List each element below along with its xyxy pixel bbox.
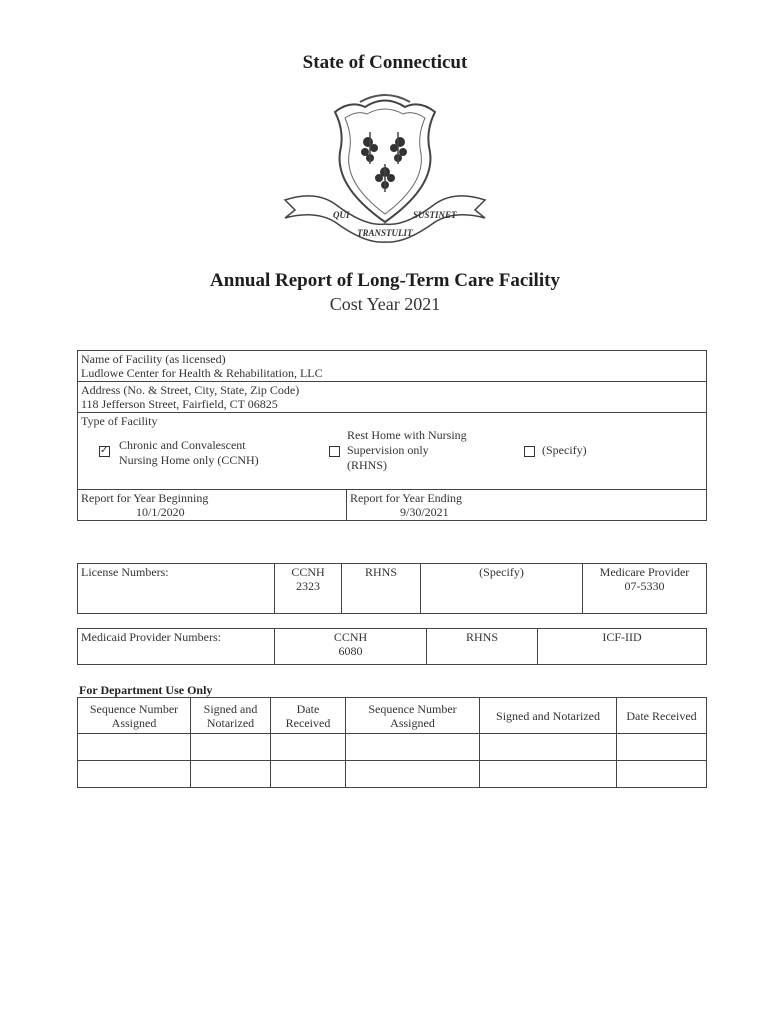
dept-header-signed-2: Signed and Notarized — [480, 698, 617, 734]
year-begin-cell — [78, 490, 347, 521]
year-end-label: Report for Year Ending — [350, 491, 462, 505]
state-title: State of Connecticut — [302, 52, 468, 73]
dept-header-date-2: Date Received — [617, 698, 707, 734]
medicaid-ccnh-label: CCNH — [333, 630, 368, 644]
medicaid-numbers-table — [77, 628, 707, 665]
year-end-cell — [347, 490, 707, 521]
medicaid-icf-label: ICF-IID — [538, 629, 707, 665]
facility-type-cell — [78, 413, 707, 490]
facility-info-table — [77, 350, 707, 521]
facility-address-value: 118 Jefferson Street, Fairfield, CT 06825 — [81, 397, 278, 411]
dept-cell[interactable] — [191, 734, 271, 761]
dept-cell[interactable] — [617, 761, 707, 788]
type-option-specify[interactable] — [524, 443, 587, 458]
dept-cell[interactable] — [78, 734, 191, 761]
dept-cell[interactable] — [271, 734, 346, 761]
dept-use-table — [77, 697, 707, 788]
ccnh-checkbox[interactable] — [99, 446, 110, 457]
facility-type-label: Type of Facility — [81, 414, 158, 428]
year-begin-label: Report for Year Beginning — [81, 491, 209, 505]
cost-year: Cost Year 2021 — [329, 294, 441, 314]
dept-cell[interactable] — [78, 761, 191, 788]
license-ccnh-value: 2323 — [296, 579, 320, 593]
facility-name-value: Ludlowe Center for Health & Rehabilitation, LLC — [81, 366, 323, 380]
license-rhns-label: RHNS — [342, 564, 421, 614]
medicare-provider-label: Medicare Provider — [599, 565, 690, 579]
report-title: Annual Report of Long-Term Care Facility — [210, 270, 560, 291]
dept-cell[interactable] — [617, 734, 707, 761]
facility-address-label: Address (No. & Street, City, State, Zip Code) — [81, 383, 300, 397]
dept-row — [78, 761, 707, 788]
type-option-ccnh-line1: Chronic and Convalescent — [119, 438, 246, 452]
license-ccnh-cell — [275, 564, 342, 614]
medicaid-label: Medicaid Provider Numbers: — [78, 629, 275, 665]
license-specify-label: (Specify) — [421, 564, 583, 614]
type-option-rhns-line1: Rest Home with Nursing — [347, 428, 467, 442]
license-ccnh-label: CCNH — [291, 565, 325, 579]
dept-use-title: For Department Use Only — [79, 683, 213, 697]
dept-cell[interactable] — [271, 761, 346, 788]
type-option-ccnh[interactable] — [99, 438, 259, 468]
facility-name-cell — [78, 351, 707, 382]
medicaid-ccnh-value: 6080 — [338, 644, 363, 658]
seal-motto-2: TRANSTULIT — [357, 228, 413, 238]
license-numbers-table — [77, 563, 707, 614]
medicaid-rhns-label: RHNS — [427, 629, 538, 665]
dept-cell[interactable] — [480, 734, 617, 761]
dept-row — [78, 734, 707, 761]
seal-motto-1: QUI — [333, 210, 350, 220]
rhns-checkbox[interactable] — [329, 446, 340, 457]
type-option-rhns-line2: Supervision only — [347, 443, 429, 457]
dept-cell[interactable] — [191, 761, 271, 788]
license-label: License Numbers: — [78, 564, 275, 614]
facility-name-label: Name of Facility (as licensed) — [81, 352, 226, 366]
year-end-value: 9/30/2021 — [400, 505, 449, 519]
type-option-specify-line1: (Specify) — [542, 443, 587, 457]
type-option-ccnh-line2: Nursing Home only (CCNH) — [119, 453, 259, 467]
facility-address-cell — [78, 382, 707, 413]
dept-header-seq-1: Sequence Number Assigned — [78, 698, 191, 734]
medicare-provider-value: 07-5330 — [624, 579, 665, 593]
dept-header-date-1: Date Received — [271, 698, 346, 734]
dept-cell[interactable] — [346, 761, 480, 788]
dept-header-seq-2: Sequence Number Assigned — [346, 698, 480, 734]
dept-cell[interactable] — [480, 761, 617, 788]
year-begin-value: 10/1/2020 — [136, 505, 185, 519]
type-option-rhns[interactable] — [329, 428, 467, 473]
seal-motto-3: SUSTINET — [413, 210, 457, 220]
dept-cell[interactable] — [346, 734, 480, 761]
license-medicare-cell — [583, 564, 707, 614]
dept-header-signed-1: Signed and Notarized — [191, 698, 271, 734]
medicaid-ccnh-cell — [275, 629, 427, 665]
specify-checkbox[interactable] — [524, 446, 535, 457]
type-option-rhns-line3: (RHNS) — [347, 458, 388, 472]
connecticut-seal — [275, 92, 495, 252]
